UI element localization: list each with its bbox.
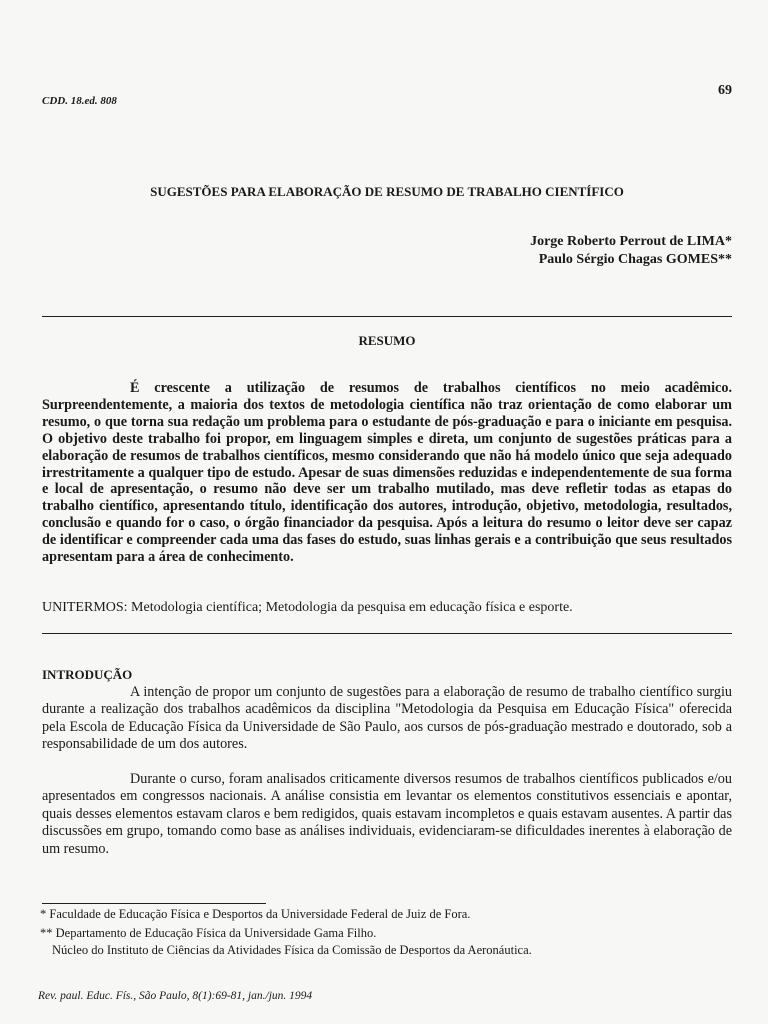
footnote-divider (42, 903, 266, 904)
intro-paragraph-1: A intenção de propor um conjunto de sugestões para a elaboração de resumo de trabalho científico surgiu durante a realização dos trabalhos acadêmicos da disciplina "Metodologia da Pesquisa em Educação Física" oferecida pela Escola de Educação Física da Universidade de São Paulo, aos cursos de pós-graduação mestrado e doutorado, sob a responsabilidade de um dos autores. (42, 684, 732, 753)
author-2: Paulo Sérgio Chagas GOMES** (538, 252, 732, 267)
bottom-divider (42, 633, 732, 634)
author-list (300, 233, 732, 269)
introduction-heading: INTRODUÇÃO (42, 667, 133, 682)
abstract-heading: RESUMO (358, 333, 416, 348)
footnote-3: Núcleo do Instituto de Ciências da Atividades Física da Comissão de Desportos da Aeronáutica. (52, 943, 532, 957)
footnote-2: ** Departamento de Educação Física da Universidade Gama Filho. (40, 926, 377, 940)
top-divider (42, 316, 732, 317)
cdd-classification: CDD. 18.ed. 808 (42, 95, 117, 107)
footnote-1: * Faculdade de Educação Física e Desportos da Universidade Federal de Juiz de Fora. (40, 907, 471, 921)
page-number: 69 (718, 83, 732, 98)
intro-paragraph-2: Durante o curso, foram analisados criticamente diversos resumos de trabalhos científicos publicados e/ou apresentados em congressos nacionais. A análise consistia em levantar os elementos constitutivos essenciais e apontar, quais desses elementos estavam claros e bem redigidos, quais estavam incompletos e quais estavam ausentes. A partir das discussões em grupo, tomando como base as análises individuais, evidenciaram-se dificuldades inerentes à elaboração de um resumo. (42, 771, 732, 857)
journal-reference: Rev. paul. Educ. Fís., São Paulo, 8(1):69-81, jan./jun. 1994 (38, 990, 313, 1002)
author-1: Jorge Roberto Perrout de LIMA* (530, 234, 732, 249)
keywords: UNITERMOS: Metodologia científica; Metodologia da pesquisa em educação física e esporte. (42, 600, 573, 615)
article-title: SUGESTÕES PARA ELABORAÇÃO DE RESUMO DE TRABALHO CIENTÍFICO (150, 184, 624, 199)
abstract-text: É crescente a utilização de resumos de trabalhos científicos no meio acadêmico. Surpreendentemente, a maioria dos textos de metodologia científica não traz orientação de como elaborar um resumo, o que torna sua redação um problema para o estudante de pós-graduação e para o iniciante em pesquisa. O objetivo deste trabalho foi propor, em linguagem simples e direta, um conjunto de sugestões práticas para a elaboração de resumos de trabalhos científicos, mesmo considerando que não há modelo único que seja adequado irrestritamente a qualquer tipo de estudo. Apesar de suas dimensões reduzidas e independentemente de sua forma e local de apresentação, o resumo não deve ser um trabalho mutilado, mas deve refletir todas as etapas do trabalho científico, apresentando título, identificação dos autores, introdução, objetivo, metodologia, resultados, conclusão e quando for o caso, o órgão financiador da pesquisa. Após a leitura do resumo o leitor deve ser capaz de identificar e compreender cada uma das fases do estudo, suas linhas gerais e a contribuição que seus resultados apresentam para a área de conhecimento. (42, 380, 732, 566)
